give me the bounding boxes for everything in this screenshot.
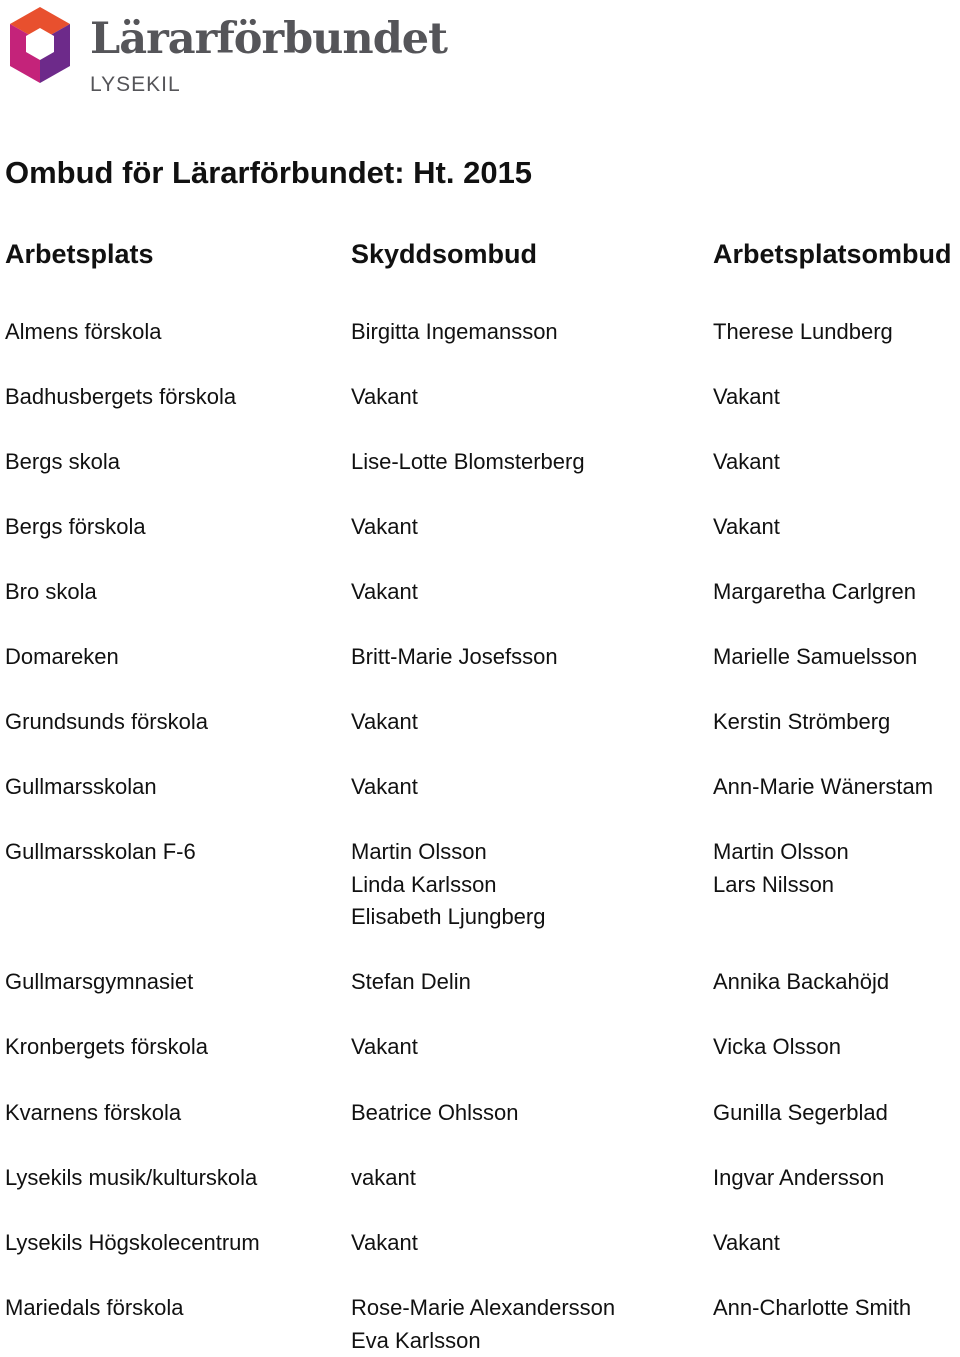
skyddsombud-name: Vakant [351, 381, 418, 414]
cell-arbetsplatsombud [713, 1292, 911, 1325]
skyddsombud-name: Martin Olsson [351, 836, 545, 869]
cell-arbetsplats: Kronbergets förskola [5, 1031, 208, 1064]
cell-arbetsplatsombud [713, 316, 893, 349]
cell-arbetsplatsombud [713, 836, 849, 901]
cell-arbetsplats: Kvarnens förskola [5, 1097, 181, 1130]
arbetsplatsombud-name: Annika Backahöjd [713, 966, 889, 999]
cell-arbetsplatsombud [713, 576, 916, 609]
arbetsplatsombud-name: Margaretha Carlgren [713, 576, 916, 609]
cell-arbetsplats: Almens förskola [5, 316, 162, 349]
skyddsombud-name: vakant [351, 1162, 416, 1195]
cell-arbetsplats: Gullmarsskolan F-6 [5, 836, 196, 869]
cell-skyddsombud [351, 706, 418, 739]
cell-skyddsombud [351, 1031, 418, 1064]
skyddsombud-name: Vakant [351, 576, 418, 609]
skyddsombud-name: Vakant [351, 511, 418, 544]
arbetsplatsombud-name: Ann-Marie Wänerstam [713, 771, 933, 804]
cell-arbetsplatsombud [713, 1031, 841, 1064]
cell-skyddsombud [351, 1097, 519, 1130]
cell-arbetsplatsombud [713, 771, 933, 804]
cell-arbetsplatsombud [713, 1097, 888, 1130]
cell-arbetsplatsombud [713, 1227, 780, 1260]
arbetsplatsombud-name: Vicka Olsson [713, 1031, 841, 1064]
skyddsombud-name: Linda Karlsson [351, 869, 545, 902]
cell-arbetsplats: Badhusbergets förskola [5, 381, 236, 414]
hexagon-logo-icon [4, 4, 76, 86]
cell-arbetsplats: Domareken [5, 641, 119, 674]
cell-arbetsplatsombud [713, 966, 889, 999]
cell-skyddsombud [351, 836, 545, 934]
cell-arbetsplats: Grundsunds förskola [5, 706, 208, 739]
header-arbetsplatsombud: Arbetsplatsombud [713, 240, 952, 270]
skyddsombud-name: Birgitta Ingemansson [351, 316, 558, 349]
cell-skyddsombud [351, 1162, 416, 1195]
cell-arbetsplatsombud [713, 511, 780, 544]
skyddsombud-name: Eva Karlsson [351, 1325, 615, 1357]
skyddsombud-name: Stefan Delin [351, 966, 471, 999]
skyddsombud-name: Vakant [351, 706, 418, 739]
arbetsplatsombud-name: Martin Olsson [713, 836, 849, 869]
arbetsplatsombud-name: Ann-Charlotte Smith [713, 1292, 911, 1325]
arbetsplatsombud-name: Lars Nilsson [713, 869, 849, 902]
page-title: Ombud för Lärarförbundet: Ht. 2015 [5, 156, 532, 190]
cell-arbetsplatsombud [713, 706, 890, 739]
cell-skyddsombud [351, 641, 558, 674]
cell-skyddsombud [351, 316, 558, 349]
cell-arbetsplatsombud [713, 446, 780, 479]
skyddsombud-name: Lise-Lotte Blomsterberg [351, 446, 585, 479]
cell-skyddsombud [351, 1292, 615, 1357]
cell-arbetsplats: Gullmarsskolan [5, 771, 157, 804]
cell-skyddsombud [351, 381, 418, 414]
cell-skyddsombud [351, 511, 418, 544]
arbetsplatsombud-name: Kerstin Strömberg [713, 706, 890, 739]
skyddsombud-name: Vakant [351, 1227, 418, 1260]
cell-arbetsplats: Lysekils Högskolecentrum [5, 1227, 260, 1260]
logo [4, 4, 424, 96]
arbetsplatsombud-name: Ingvar Andersson [713, 1162, 884, 1195]
arbetsplatsombud-name: Vakant [713, 511, 780, 544]
cell-arbetsplatsombud [713, 1162, 884, 1195]
logo-subtitle: LYSEKIL [90, 74, 181, 95]
arbetsplatsombud-name: Marielle Samuelsson [713, 641, 917, 674]
cell-skyddsombud [351, 966, 471, 999]
logo-name: Lärarförbundet [90, 18, 447, 61]
cell-arbetsplats: Mariedals förskola [5, 1292, 184, 1325]
arbetsplatsombud-name: Vakant [713, 1227, 780, 1260]
arbetsplatsombud-name: Vakant [713, 446, 780, 479]
cell-skyddsombud [351, 1227, 418, 1260]
cell-arbetsplatsombud [713, 641, 917, 674]
cell-arbetsplatsombud [713, 381, 780, 414]
arbetsplatsombud-name: Gunilla Segerblad [713, 1097, 888, 1130]
header-arbetsplats: Arbetsplats [5, 240, 154, 270]
skyddsombud-name: Vakant [351, 771, 418, 804]
header-skyddsombud: Skyddsombud [351, 240, 537, 270]
cell-skyddsombud [351, 446, 585, 479]
cell-skyddsombud [351, 576, 418, 609]
cell-arbetsplats: Bergs skola [5, 446, 120, 479]
skyddsombud-name: Britt-Marie Josefsson [351, 641, 558, 674]
cell-arbetsplats: Lysekils musik/kulturskola [5, 1162, 257, 1195]
arbetsplatsombud-name: Therese Lundberg [713, 316, 893, 349]
cell-skyddsombud [351, 771, 418, 804]
cell-arbetsplats: Bergs förskola [5, 511, 146, 544]
cell-arbetsplats: Bro skola [5, 576, 97, 609]
skyddsombud-name: Elisabeth Ljungberg [351, 901, 545, 934]
arbetsplatsombud-name: Vakant [713, 381, 780, 414]
skyddsombud-name: Rose-Marie Alexandersson [351, 1292, 615, 1325]
skyddsombud-name: Vakant [351, 1031, 418, 1064]
skyddsombud-name: Beatrice Ohlsson [351, 1097, 519, 1130]
cell-arbetsplats: Gullmarsgymnasiet [5, 966, 193, 999]
